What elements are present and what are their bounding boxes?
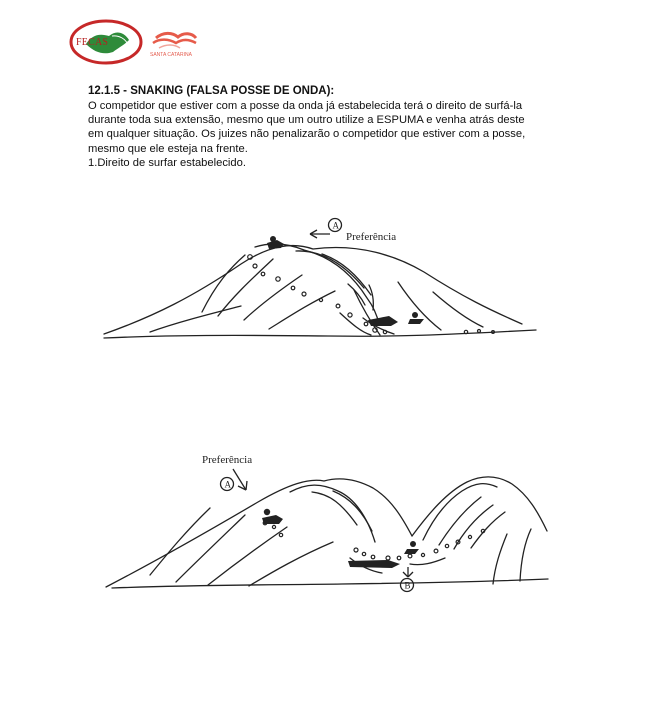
top-wave-illustration bbox=[92, 214, 552, 354]
bottom-marker-a: A bbox=[224, 479, 231, 490]
bottom-preference-label: Preferência bbox=[202, 454, 253, 466]
list-item: 1.Direito de surfar estabelecido. bbox=[88, 156, 246, 169]
paragraph-line: O competidor que estiver com a posse da onda já estabelecida terá o direito de surfá-la bbox=[88, 100, 523, 112]
top-marker-a: A bbox=[332, 220, 339, 231]
top-wave-drawing bbox=[92, 214, 552, 354]
header-logos bbox=[68, 18, 208, 68]
paragraph-line: em qualquer situação. Os juizes não penalizarão o competidor que estiver com a posse, bbox=[88, 128, 526, 141]
secondary-logo bbox=[150, 28, 198, 60]
section-title: 12.1.5 - SNAKING (FALSA POSSE DE ONDA): bbox=[88, 85, 335, 97]
secondary-logo-text: SANTA CATARINA bbox=[150, 52, 192, 58]
paragraph-line: durante toda sua extensão, mesmo que um outro utilize a ESPUMA e venha atrás deste bbox=[88, 114, 525, 127]
bottom-wave-drawing bbox=[92, 445, 552, 605]
fecasurf-logo-text: FECAS bbox=[76, 37, 109, 48]
bottom-wave-illustration bbox=[92, 445, 552, 605]
paragraph-line: mesmo que ele esteja na frente. bbox=[88, 142, 248, 155]
rule-paragraph bbox=[88, 99, 568, 156]
top-preference-label: Preferência bbox=[346, 231, 397, 243]
secondary-logo-mark bbox=[150, 28, 198, 52]
fecasurf-logo bbox=[68, 18, 144, 66]
document-content bbox=[88, 84, 568, 170]
bottom-marker-b: B bbox=[404, 580, 411, 591]
